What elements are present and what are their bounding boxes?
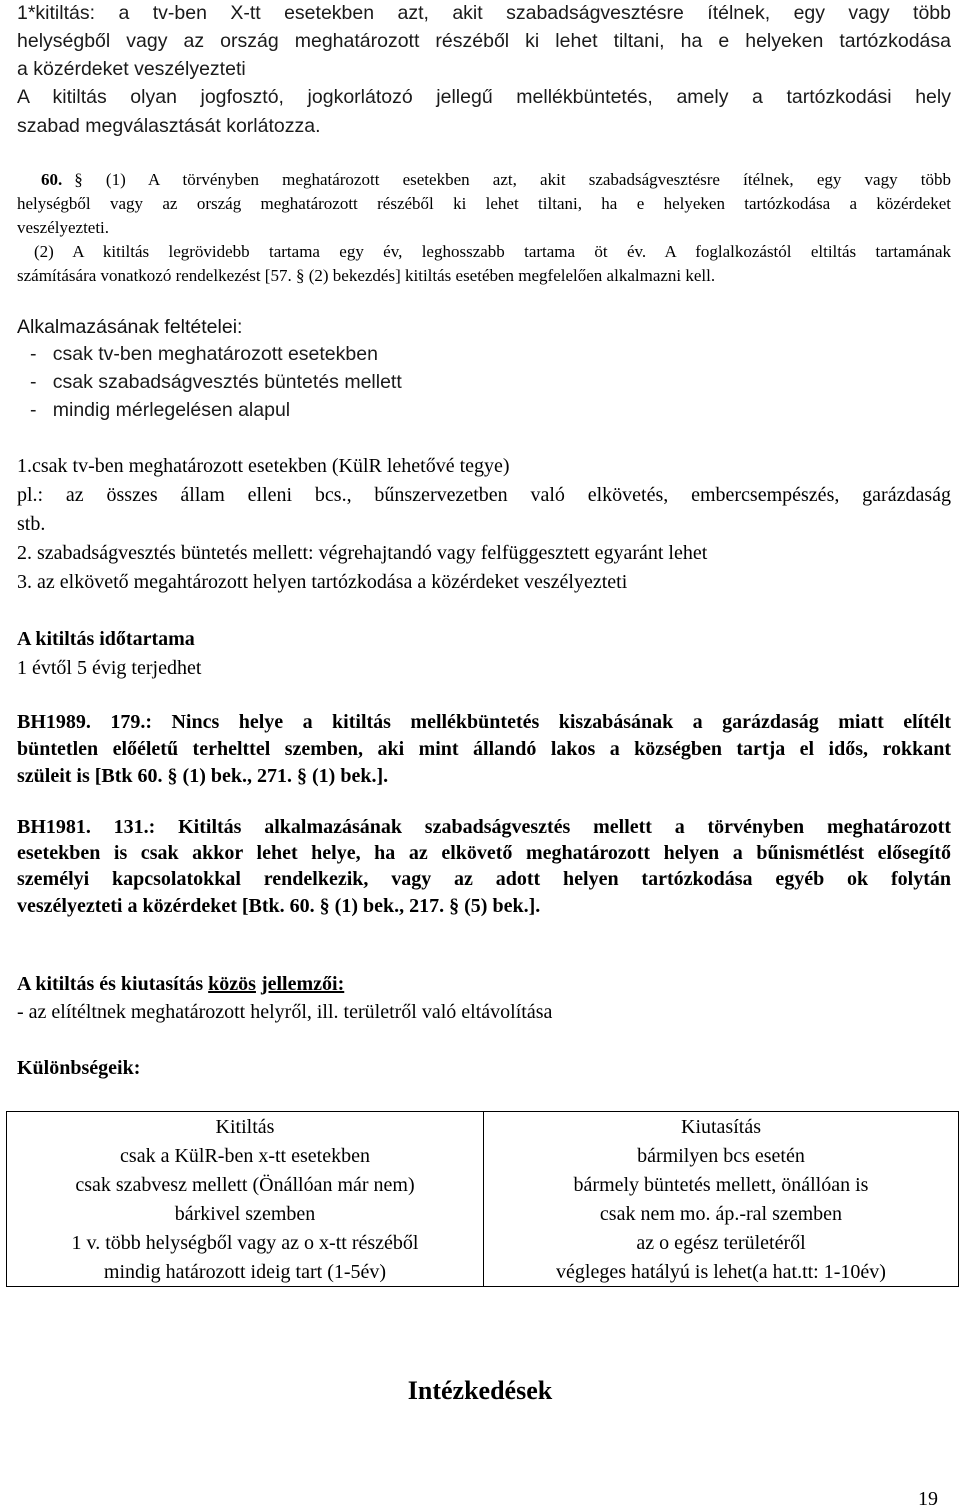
common-heading-underlined-1: közös (208, 973, 256, 995)
table-cell: bárkivel szemben (7, 1199, 484, 1228)
numbered-line-3: stb. (17, 513, 46, 535)
numbered-line-4: 2. szabadságvesztés büntetés mellett: végrehajtandó vagy felfüggesztett egyaránt lehet (17, 542, 708, 564)
table-cell: csak nem mo. áp.-ral szemben (484, 1199, 959, 1228)
intro-line-5: szabad megválasztását korlátozza. (17, 115, 321, 137)
numbered-line-5: 3. az elkövető megahtározott helyen tartózkodása a közérdeket veszélyezteti (17, 571, 628, 593)
duration-heading-text: A kitiltás időtartama (17, 628, 195, 650)
paragraph-60-line-1 (41, 168, 951, 192)
table-row (7, 1257, 959, 1287)
table-row (7, 1199, 959, 1228)
intro-line-1: 1*kitiltás: a tv-ben X-tt esetekben azt, akit szabadságvesztésre ítélnek, egy vagy több (17, 2, 951, 24)
table-cell: bármely büntetés mellett, önállóan is (484, 1170, 959, 1199)
bh1981-line-1 (17, 814, 951, 841)
conditions-item-2: - csak szabadságvesztés büntetés mellett (30, 371, 402, 393)
table-cell: bármilyen bcs esetén (484, 1141, 959, 1170)
table-row (7, 1141, 959, 1170)
intro-line-2: helységből vagy az ország meghatározott részéből ki lehet tiltani, ha e helyeken tartózkodása (17, 30, 951, 52)
common-heading-pre: A kitiltás és kiutasítás (17, 973, 209, 995)
differences-heading (17, 1055, 140, 1082)
table-cell: végleges hatályú is lehet(a hat.tt: 1-10év) (484, 1257, 959, 1287)
bh1989-line-3 (17, 763, 388, 790)
table-cell: mindig határozott ideig tart (1-5év) (7, 1257, 484, 1287)
duration-heading (17, 626, 195, 653)
bh1981-line-4 (17, 893, 540, 920)
paragraph-60-line-1-text: § (1) A törvényben meghatározott esetekben azt, akit szabadságvesztésre ítélnek, egy vagy több (74, 170, 951, 189)
bh1989-line-1-text: : Nincs helye a kitiltás mellékbüntetés kiszabásának a garázdaság miatt elítélt (145, 711, 951, 733)
paragraph-60-line-5: számítására vonatkozó rendelkezést [57. § (2) bekezdés] kitiltás esetében megfelelően alkalmazni kell. (17, 266, 716, 285)
intro-line-3: a közérdeket veszélyezteti (17, 58, 246, 80)
differences-heading-text: Különbségeik: (17, 1057, 141, 1079)
conditions-heading: Alkalmazásának feltételei: (17, 316, 243, 338)
paragraph-60-line-4: (2) A kitiltás legrövidebb tartama egy év, leghosszabb tartama öt év. A foglalkozástól eltiltás tartamának (34, 242, 951, 261)
table-row (7, 1170, 959, 1199)
bh1989-line-3-text: szüleit is [Btk 60. § (1) bek., 271. § (1) bek.]. (17, 765, 389, 787)
numbered-line-1: 1.csak tv-ben meghatározott esetekben (KülR lehetővé tegye) (17, 455, 510, 477)
page-number: 19 (918, 1488, 938, 1510)
table-cell: csak a KülR-ben x-tt esetekben (7, 1141, 484, 1170)
next-section-heading-text: Intézkedések (407, 1376, 553, 1405)
conditions-item-3: - mindig mérlegelésen alapul (30, 399, 291, 421)
bh1989-line-2-text: büntetlen előéletű terhelttel szemben, aki mint állandó lakos a községben tartja el idős, rokkant (17, 738, 951, 760)
table-cell: Kiutasítás (484, 1112, 959, 1142)
bh1981-line-3 (17, 866, 951, 893)
bh1989-line-1 (17, 709, 951, 736)
common-text: - az elítéltnek meghatározott helyről, ill. területről való eltávolítása (17, 1001, 553, 1023)
bh1981-line-3-text: személyi kapcsolatokkal rendelkezik, vagy az adott helyen tartózkodása egyéb ok folytán (17, 868, 951, 890)
bh1989-ref: BH1989. 179. (17, 711, 146, 733)
bh1981-line-2 (17, 840, 951, 867)
bh1989-line-2 (17, 736, 951, 763)
paragraph-number: 60. (41, 170, 63, 189)
table-cell: csak szabvesz mellett (Önállóan már nem) (7, 1170, 484, 1199)
intro-line-4: A kitiltás olyan jogfosztó, jogkorlátozó jellegű mellékbüntetés, amely a tartózkodási hely (17, 86, 951, 108)
table-cell: 1 v. több helységből vagy az o x-tt részéből (7, 1228, 484, 1257)
paragraph-60-line-2: helységből vagy az ország meghatározott részéből ki lehet tiltani, ha e helyeken tartózkodása a közérdeket (17, 194, 951, 213)
bh1981-ref: BH1981. 131. (17, 816, 149, 838)
duration-text: 1 évtől 5 évig terjedhet (17, 657, 202, 679)
common-heading (17, 971, 344, 998)
numbered-line-2: pl.: az összes állam elleni bcs., bűnszervezetben való elkövetés, embercsempészés, garázdaság (17, 484, 951, 506)
differences-table (6, 1111, 959, 1287)
table-row (7, 1112, 959, 1142)
bh1981-line-4-text: veszélyezteti a közérdeket [Btk. 60. § (1) bek., 217. § (5) bek.]. (17, 895, 541, 917)
table-cell: az o egész területéről (484, 1228, 959, 1257)
next-section-heading (0, 1374, 960, 1408)
bh1981-line-1-text: : Kitiltás alkalmazásának szabadságvesztés mellett a törvényben meghatározott (148, 816, 951, 838)
conditions-item-1: - csak tv-ben meghatározott esetekben (30, 343, 378, 365)
table-row (7, 1228, 959, 1257)
bh1981-line-2-text: esetekben is csak akkor lehet helye, ha az elkövető meghatározott helyen a bűnismétlést elősegítő (17, 842, 951, 864)
paragraph-60-line-3: veszélyezteti. (17, 218, 110, 237)
common-heading-underlined-2: jellemzői: (260, 973, 345, 995)
table-cell: Kitiltás (7, 1112, 484, 1142)
